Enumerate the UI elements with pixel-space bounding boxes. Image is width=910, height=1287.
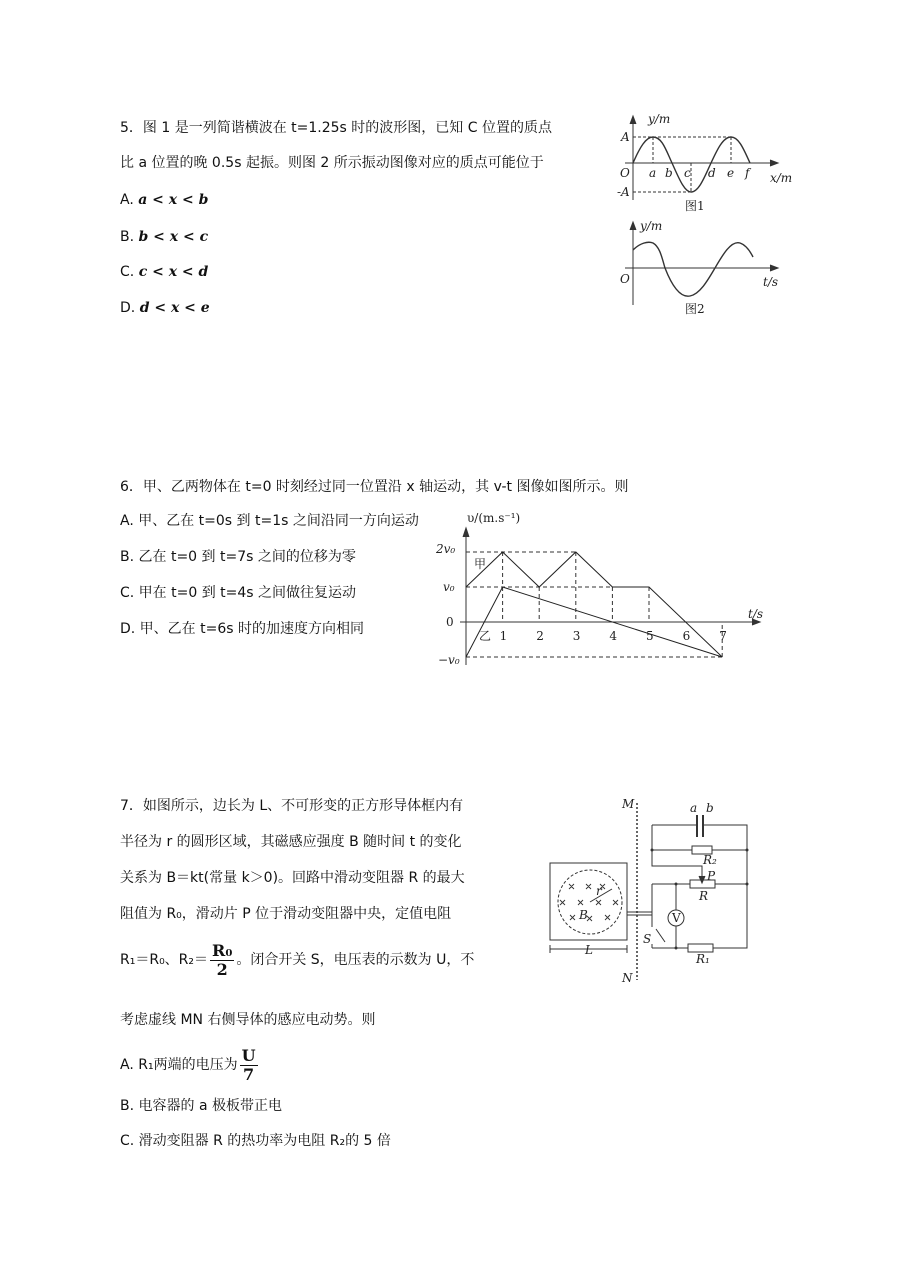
q6-option-d: D. 甲、乙在 t=6s 时的加速度方向相同 bbox=[120, 621, 365, 637]
fig2-origin: O bbox=[620, 272, 630, 286]
q7-stem-line4: 阻值为 R₀，滑动片 P 位于滑动变阻器中央，定值电阻 bbox=[120, 906, 452, 922]
fig1-negA: -A bbox=[617, 185, 630, 199]
label-V: V bbox=[672, 911, 681, 925]
fig1-point-c: c bbox=[684, 166, 691, 180]
q7-stem-line6: 考虑虚线 MN 右侧导体的感应电动势。则 bbox=[120, 1012, 376, 1028]
label-L: L bbox=[585, 943, 593, 957]
vt-series-label-yi: 乙 bbox=[479, 629, 492, 643]
q5-option-c: C. c < x < d bbox=[120, 264, 209, 280]
label-R: R bbox=[699, 889, 709, 903]
q7-stem-line1: 7．如图所示，边长为 L、不可形变的正方形导体框内有 bbox=[120, 798, 464, 814]
vt-series-label-jia: 甲 bbox=[474, 557, 487, 571]
fig1-xlabel: x/m bbox=[770, 171, 793, 185]
vt-ylabel: υ/(m.s⁻¹) bbox=[467, 511, 521, 525]
q6-stem: 6．甲、乙两物体在 t=0 时刻经过同一位置沿 x 轴运动，其 v-t 图像如图所示。则 bbox=[120, 479, 629, 495]
label-b: b bbox=[706, 801, 714, 815]
q6-option-c: C. 甲在 t=0 到 t=4s 之间做往复运动 bbox=[120, 585, 357, 601]
label-B: B bbox=[579, 908, 588, 922]
vt-ytick-0: 0 bbox=[446, 615, 454, 629]
vt-xtick: 4 bbox=[609, 629, 618, 643]
text: A. R₁两端的电压为 bbox=[120, 1057, 238, 1073]
q5-option-b: B. b < x < c bbox=[120, 229, 209, 245]
q7-stem-line5 bbox=[120, 940, 474, 980]
fig2-ylabel: y/m bbox=[640, 219, 663, 233]
vt-xtick: 5 bbox=[646, 629, 654, 643]
vt-xtick: 2 bbox=[536, 629, 544, 643]
text: 。闭合开关 S，电压表的示数为 U，不 bbox=[236, 952, 475, 968]
q5-option-a: A. a < x < b bbox=[120, 192, 209, 208]
vt-ytick-neg-v0: −v₀ bbox=[438, 653, 460, 667]
fig1-point-d: d bbox=[708, 166, 716, 180]
q7-option-a bbox=[120, 1045, 260, 1085]
fig1-origin: O bbox=[620, 166, 630, 180]
fig1-point-a: a bbox=[649, 166, 657, 180]
fig1-ylabel: y/m bbox=[648, 112, 671, 126]
label-M: M bbox=[622, 797, 635, 811]
vt-xtick: 6 bbox=[682, 629, 691, 643]
fig1-point-f: f bbox=[745, 166, 750, 180]
vt-xtick: 7 bbox=[719, 629, 727, 643]
q7-option-c: C. 滑动变阻器 R 的热功率为电阻 R₂的 5 倍 bbox=[120, 1133, 391, 1149]
label-r: r bbox=[596, 884, 602, 898]
q6-option-b: B. 乙在 t=0 到 t=7s 之间的位移为零 bbox=[120, 549, 356, 565]
label-N: N bbox=[622, 971, 633, 985]
label-P: P bbox=[707, 869, 716, 883]
vt-xtick: 1 bbox=[499, 629, 508, 643]
fraction-U-over-7: $\frac{U}{7}$ bbox=[241, 1045, 256, 1084]
text: R₁＝R₀、R₂＝ bbox=[120, 952, 209, 968]
fig2-caption: 图2 bbox=[685, 302, 705, 316]
q6-option-a: A. 甲、乙在 t=0s 到 t=1s 之间沿同一方向运动 bbox=[120, 513, 419, 529]
q5-stem-line1: 5．图 1 是一列简谐横波在 t=1.25s 时的波形图，已知 C 位置的质点 bbox=[120, 120, 552, 136]
field-crosses bbox=[560, 884, 618, 921]
q7-stem-line3: 关系为 B＝kt(常量 k＞0)。回路中滑动变阻器 R 的最大 bbox=[120, 870, 465, 886]
vt-ytick-v0: v₀ bbox=[443, 580, 455, 594]
label-a: a bbox=[690, 801, 698, 815]
q5-option-d: D. d < x < e bbox=[120, 300, 210, 316]
q7-option-b: B. 电容器的 a 极板带正电 bbox=[120, 1098, 282, 1114]
fig1-A: A bbox=[621, 130, 630, 144]
fig2-curve bbox=[633, 242, 753, 296]
fig1-caption: 图1 bbox=[685, 199, 705, 213]
resistor-R1 bbox=[688, 944, 713, 952]
label-S: S bbox=[643, 932, 652, 946]
fig1-point-b: b bbox=[665, 166, 673, 180]
fig2-xlabel: t/s bbox=[763, 275, 779, 289]
vt-xtick: 3 bbox=[572, 629, 581, 643]
q5-stem-line2: 比 a 位置的晚 0.5s 起振。则图 2 所示振动图像对应的质点可能位于 bbox=[120, 155, 544, 171]
fraction-R0-over-2: $\frac{\text{R₀}}{2}$ bbox=[212, 940, 233, 979]
label-R1: R₁ bbox=[696, 952, 710, 966]
fig1-point-e: e bbox=[727, 166, 735, 180]
label-R2: R₂ bbox=[703, 853, 717, 867]
vt-xlabel: t/s bbox=[748, 607, 764, 621]
q7-stem-line2: 半径为 r 的圆形区域，其磁感应强度 B 随时间 t 的变化 bbox=[120, 834, 462, 850]
vt-ytick-2v0: 2v₀ bbox=[436, 542, 456, 556]
